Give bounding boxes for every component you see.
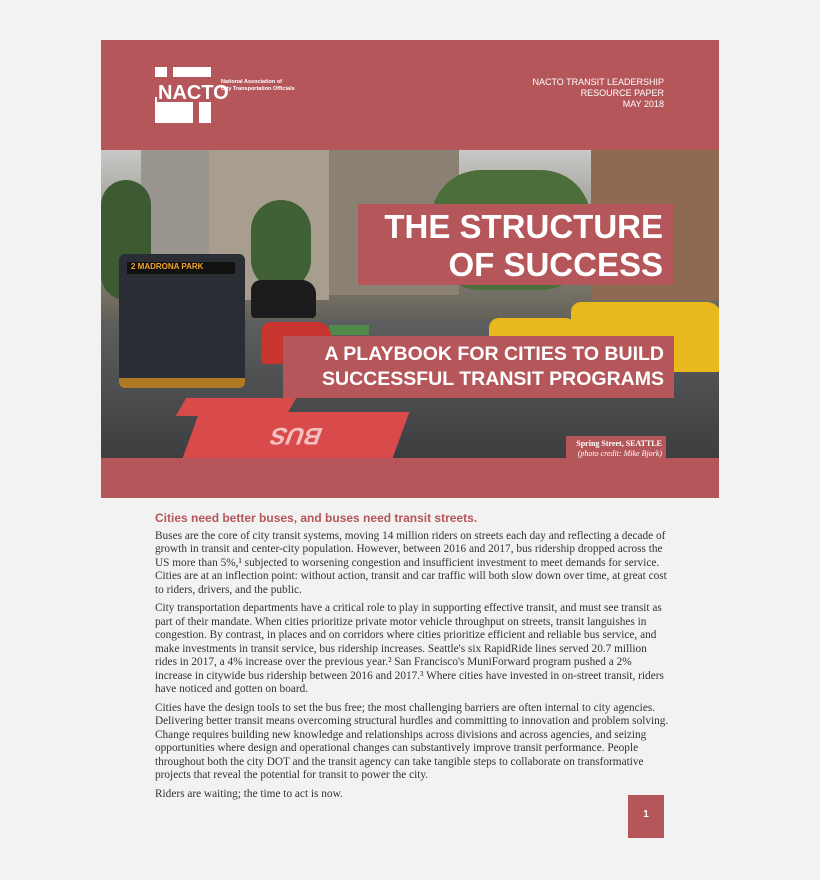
bus-lane-marking: BUS [265,422,327,449]
logo-text: NACTO [158,82,229,104]
bus-image: 2 MADRONA PARK [119,254,245,388]
cover-photo [101,150,719,458]
paragraph: Riders are waiting; the time to act is now. [155,787,343,800]
paragraph: Cities have the design tools to set the bus free; the most challenging barriers are often internal to city agencies. Delivering better transit means overcoming structural hurdles and committing to innovation and problem solving. Change requires building new knowledge and relationships across divisions and across agencies, and seizing opportunities where design and operational changes can substantively improve transit performance. People throughout both the city DOT and the transit agency can take tangible steps to collaborate on transformative projects that reveal the potential for transit to power the city. [155,701,669,781]
page-number: 1 [628,795,664,838]
section-heading: Cities need better buses, and buses need transit streets. [155,511,478,525]
body-text [155,512,670,806]
paragraph: City transportation departments have a critical role to play in supporting effective transit, and must see transit as part of their mandate. When cities prioritize private motor vehicle throughput on streets, transit languishes in congestion. By contrast, in places and on corridors where cities prioritize efficient and reliable bus service, and make investments in transit service, bus ridership increases. Seattle's six RapidRide lines served 20.7 million rides in 2017, a 4% increase over the previous year.² San Francisco's MuniForward program pushed a 2% increase in citywide bus ridership between 2016 and 2017.³ Where cities have invested in on-street transit, riders have noticed and gotten on board. [155,602,664,695]
paragraph: Buses are the core of city transit systems, moving 14 million riders on streets each day and reflecting a decade of growth in transit and center-city population. However, between 2016 and 2017, bus ridership dropped across the US more than 5%,¹ subjected to worsening congestion and insufficient investment to meet demands for service. Cities are at an inflection point: without action, transit and car traffic will both slow down over time, at great cost to riders, drivers, and the public. [155,529,667,596]
cover-subtitle: A PLAYBOOK FOR CITIES TO BUILD SUCCESSFUL TRANSIT PROGRAMS [283,336,674,398]
photo-credit: (photo credit: Mike Bjork) [577,449,662,458]
cover-title: THE STRUCTURE OF SUCCESS [358,204,673,285]
photo-caption: Spring Street, SEATTLE (photo credit: Mike Bjork) [566,436,666,461]
series-info: NACTO TRANSIT LEADERSHIP RESOURCE PAPER MAY 2018 [532,77,664,109]
cover [101,40,719,498]
org-name: National Association of City Transportation Officials [221,79,295,92]
